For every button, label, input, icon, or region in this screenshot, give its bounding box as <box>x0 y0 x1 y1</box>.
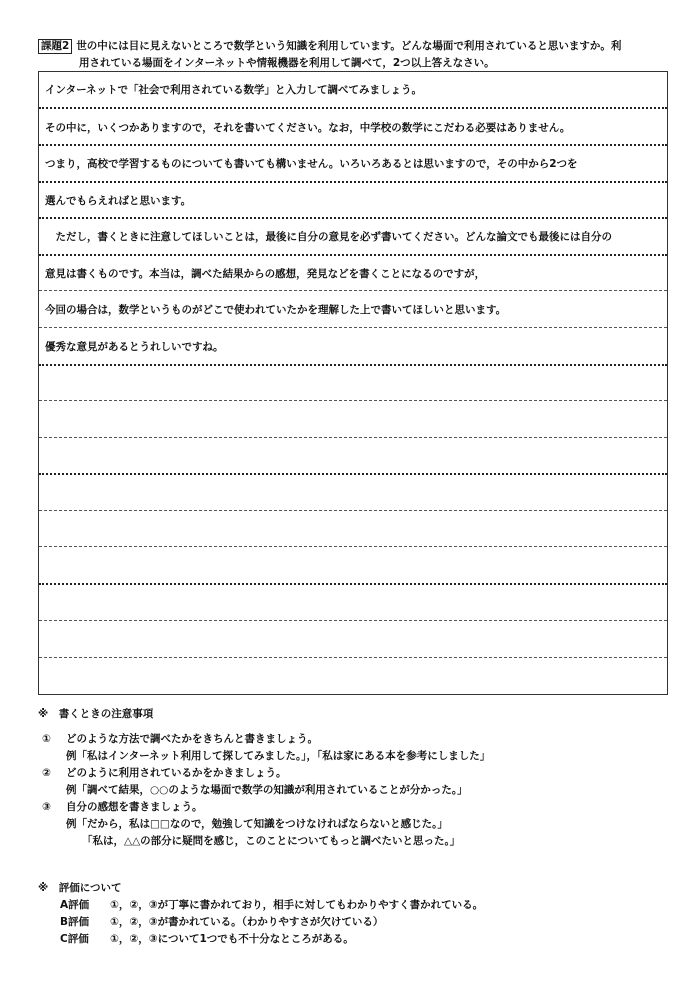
grade-text: ①，②，③が書かれている。（わかりやすさが欠けている） <box>110 916 384 928</box>
grade-label: C評価 <box>60 933 89 945</box>
answer-box <box>38 71 668 695</box>
note-number: ② <box>42 767 51 779</box>
line-separator <box>39 437 667 438</box>
grade-text: ①，②，③が丁寧に書かれており，相手に対してもわかりやすく書かれている。 <box>110 899 484 911</box>
note-example-1: 例「私はインターネット利用して探してみました。」，「私は家にある本を参考にしました」 <box>66 750 491 762</box>
grade-label: B評価 <box>60 916 90 928</box>
line-separator <box>39 546 667 547</box>
header-text-1: 世の中には目に見えないところで数学という知識を利用しています。どんな場面で利用されていると思いますか。利 <box>76 40 622 52</box>
answer-line-2: その中に，いくつかありますので，それを書いてください。なお，中学校の数学にこだわる必要はありません。 <box>45 122 571 134</box>
note-item-3 <box>38 799 678 816</box>
line-separator <box>39 657 667 658</box>
evaluation-section <box>38 880 678 948</box>
line-separator <box>39 473 667 475</box>
answer-line-8: 優秀な意見があるとうれしいですね。 <box>45 341 224 353</box>
line-separator <box>39 620 667 621</box>
note-example-4: 「私は，△△の部分に疑問を感じ，このことについてもっと調べたいと思った。」 <box>82 835 461 847</box>
line-separator <box>39 400 667 401</box>
header-line-2: 用されている場面をインターネットや情報機器を利用して調べて，2つ以上答えなさい。 <box>79 57 495 69</box>
note-number: ① <box>42 733 51 745</box>
line-separator <box>39 181 667 183</box>
line-separator <box>39 254 667 256</box>
line-separator <box>39 327 667 328</box>
notes-heading: ※ 書くときの注意事項 <box>38 708 154 720</box>
note-text: 自分の感想を書きましょう。 <box>66 801 203 813</box>
note-example-2: 例「調べて結果，○○のような場面で数学の知識が利用されていることが分かった。」 <box>66 784 468 796</box>
line-separator <box>39 144 667 146</box>
answer-line-3: つまり，高校で学習するものについても書いても構いません。いろいろあるとは思いますので，その中から2つを <box>45 158 578 170</box>
grade-c <box>38 931 678 948</box>
line-separator <box>39 107 667 109</box>
line-separator <box>39 583 667 585</box>
line-separator <box>39 290 667 291</box>
answer-line-1: インターネットで「社会で利用されている数学」と入力して調べてみましょう。 <box>45 84 423 96</box>
note-item-2 <box>38 765 678 782</box>
answer-line-7: 今回の場合は，数学というものがどこで使われていたかを理解した上で書いてほしいと思います。 <box>45 304 507 316</box>
note-example-3: 例「だから，私は□□なので，勉強して知識をつけなければならないと感じた。」 <box>66 818 448 830</box>
answer-line-5: ただし，書くときに注意してほしいことは，最後に自分の意見を必ず書いてください。どんな論文でも最後には自分の <box>45 231 612 243</box>
notes-section <box>38 706 678 850</box>
line-separator <box>39 364 667 366</box>
line-separator <box>39 217 667 219</box>
grade-b <box>38 914 678 931</box>
grade-label: A評価 <box>60 899 90 911</box>
grade-text: ①，②，③について1つでも不十分なところがある。 <box>110 933 354 945</box>
note-text: どのように利用されているかをかきましょう。 <box>66 767 287 779</box>
answer-line-6: 意見は書くものです。本当は，調べた結果からの感想，発見などを書くことになるのですが， <box>45 268 486 280</box>
note-number: ③ <box>42 801 51 813</box>
note-item-1 <box>38 731 678 748</box>
line-separator <box>39 510 667 511</box>
assignment-tag: 課題2 <box>38 39 72 54</box>
header-line-1 <box>38 38 678 55</box>
grade-a <box>38 897 678 914</box>
note-text: どのような方法で調べたかをきちんと書きましょう。 <box>66 733 318 745</box>
assignment-header <box>38 38 678 72</box>
evaluation-heading: ※ 評価について <box>38 882 122 894</box>
answer-line-4: 選んでもらえればと思います。 <box>45 195 192 207</box>
